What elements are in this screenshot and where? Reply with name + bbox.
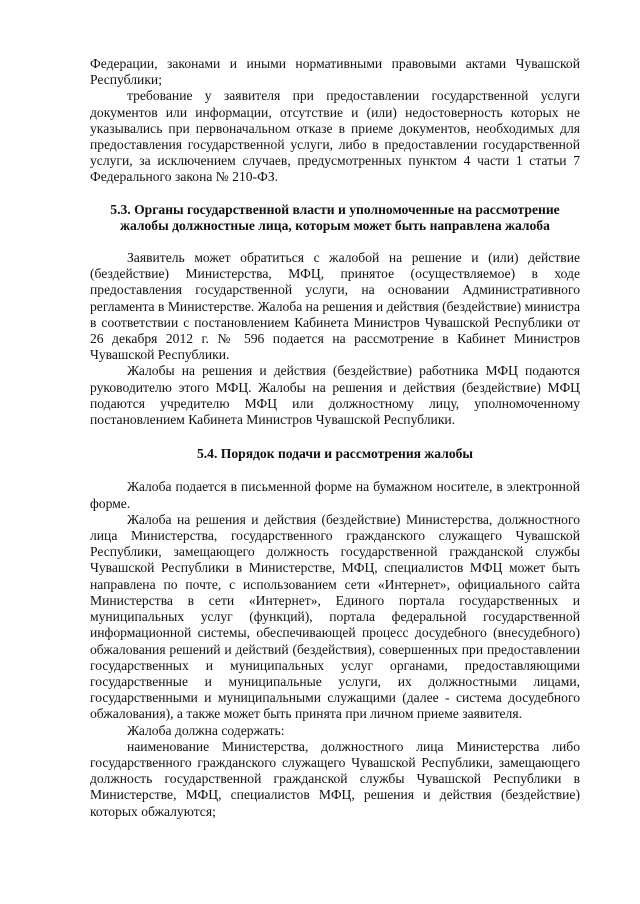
- paragraph-5-4-form: Жалоба подается в письменной форме на бумажном носителе, в электронной форме.: [90, 479, 580, 511]
- section-heading-5-3: 5.3. Органы государственной власти и уполномоченные на рассмотрение жалобы должностные лица, которым может быть направлена жалоба: [110, 201, 560, 233]
- paragraph-5-4-contents-intro: Жалоба должна содержать:: [127, 722, 285, 738]
- paragraph-top-continuation: Федерации, законами и иными нормативными правовыми актами Чувашской Республики;: [90, 56, 580, 88]
- section-heading-5-4: 5.4. Порядок подачи и рассмотрения жалобы: [196, 446, 474, 462]
- document-page: [90, 56, 580, 820]
- paragraph-5-4-contents-item: наименование Министерства, должностного лица Министерства либо государственного гражданского служащего Чувашской Республики, замещающего должность государственной гражданской службы Чувашской Республики в Министерстве, МФЦ, специалистов МФЦ, решения и действия (бездействие) которых обжалуются;: [90, 738, 580, 819]
- paragraph-requirement: требование у заявителя при предоставлении государственной услуги документов или информации, отсутствие и (или) недостоверность которых не указывались при первоначальном отказе в приеме документов, необходимых для предоставления государственной услуги, либо в предоставлении государственной услуги, за исключением случаев, предусмотренных пунктом 4 части 1 статьи 7 Федерального закона № 210-ФЗ.: [90, 88, 580, 185]
- paragraph-5-3-mfc: Жалобы на решения и действия (бездействие) работника МФЦ подаются руководителю этого МФЦ. Жалобы на решения и действия (бездействие) МФЦ подаются учредителю МФЦ или должностному лицу, уполномоченному постановлением Кабинета Министров Чувашской Республики.: [90, 363, 580, 428]
- paragraph-5-3-applicant: Заявитель может обратиться с жалобой на решение и (или) действие (бездействие) Министерства, МФЦ, принятое (осуществляемое) в ходе предоставления государственной услуги, на основании Административного регламента в Министерстве. Жалоба на решения и действия (бездействие) министра в соответствии с постановлением Кабинета Министров Чувашской Республики от 26 декабря 2012 г. № 596 подается на рассмотрение в Кабинет Министров Чувашской Республики.: [90, 250, 580, 363]
- paragraph-5-4-channels: Жалоба на решения и действия (бездействие) Министерства, должностного лица Министерства, государственного гражданского служащего Чувашской Республики, замещающего должность государственной гражданской службы Чувашской Республики в Министерстве, МФЦ, специалистов МФЦ может быть направлена по почте, с использованием сети «Интернет», официального сайта Министерства в сети «Интернет», Единого портала государственных и муниципальных услуг (функций), портала федеральной государственной информационной системы, обеспечивающей процесс досудебного (внесудебного) обжалования решений и действий (бездействия), совершенных при предоставлении государственных и муниципальных услуг органами, предоставляющими государственные и муниципальные услуги, их должностными лицами, государственными и муниципальными служащими (далее - система досудебного обжалования), а также может быть принята при личном приеме заявителя.: [90, 511, 580, 722]
